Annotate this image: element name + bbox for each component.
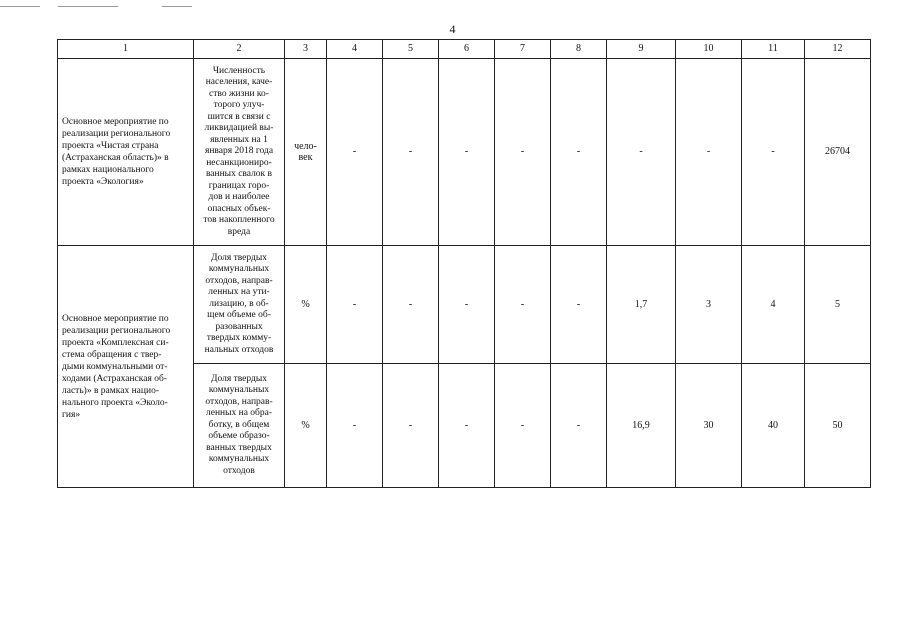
value-cell: - [439,59,495,246]
unit-cell: чело- век [285,59,327,246]
value-cell: 5 [805,246,871,364]
column-header: 5 [383,40,439,59]
column-header: 8 [551,40,607,59]
value-cell: - [327,246,383,364]
table-row [58,59,871,246]
value-cell: 3 [676,246,742,364]
page-number: 4 [449,22,456,36]
value-cell: - [327,59,383,246]
unit-cell: % [285,246,327,364]
value-cell: - [607,59,676,246]
column-header: 9 [607,40,676,59]
column-header: 4 [327,40,383,59]
column-header: 6 [439,40,495,59]
indicator-cell: Доля твердых коммунальных отходов, направ- ленных на ути- лизацию, в об- щем объеме об- разованных твердых комму- нальных отходов [194,246,285,364]
unit-cell: % [285,364,327,488]
indicator-cell: Доля твердых коммунальных отходов, направ- ленных на обра- ботку, в общем объеме образо- ванных твердых коммунальных отходов [194,364,285,488]
column-header: 7 [495,40,551,59]
value-cell: 30 [676,364,742,488]
column-header: 12 [805,40,871,59]
value-cell: 40 [742,364,805,488]
activity-cell: Основное мероприятие по реализации регионального проекта «Чистая страна (Астраханская область)» в рамках национального проекта «Экология» [58,59,194,246]
column-header: 3 [285,40,327,59]
indicator-cell: Численность населения, каче- ство жизни ко- торого улуч- шится в связи с ликвидацией вы- явленных на 1 января 2018 года несанкциониро- ванных свалок в границах горо- дов и наиболее опасных объек- тов накопленного вреда [194,59,285,246]
table-row [58,246,871,364]
value-cell: - [383,59,439,246]
scan-artifact-line [0,6,40,7]
value-cell: 26704 [805,59,871,246]
scan-artifact-line [58,6,118,7]
column-header: 2 [194,40,285,59]
activity-cell: Основное мероприятие по реализации регионального проекта «Комплексная си- стема обращения с твер- дыми коммунальными от- ходами (Астраханская об- ласть)» в рамках нацио- нального проекта «Эколо- гия» [58,246,194,488]
value-cell: 50 [805,364,871,488]
value-cell: - [551,364,607,488]
value-cell: - [439,364,495,488]
value-cell: - [742,59,805,246]
value-cell: - [676,59,742,246]
value-cell: - [439,246,495,364]
indicators-table [57,39,871,488]
header-row [58,40,871,59]
value-cell: 4 [742,246,805,364]
value-cell: - [383,364,439,488]
value-cell: - [551,246,607,364]
value-cell: - [383,246,439,364]
column-header: 11 [742,40,805,59]
value-cell: - [495,246,551,364]
value-cell: - [327,364,383,488]
value-cell: 1,7 [607,246,676,364]
value-cell: - [495,364,551,488]
scan-artifact-line [162,6,192,7]
column-header: 10 [676,40,742,59]
value-cell: 16,9 [607,364,676,488]
value-cell: - [551,59,607,246]
column-header: 1 [58,40,194,59]
value-cell: - [495,59,551,246]
